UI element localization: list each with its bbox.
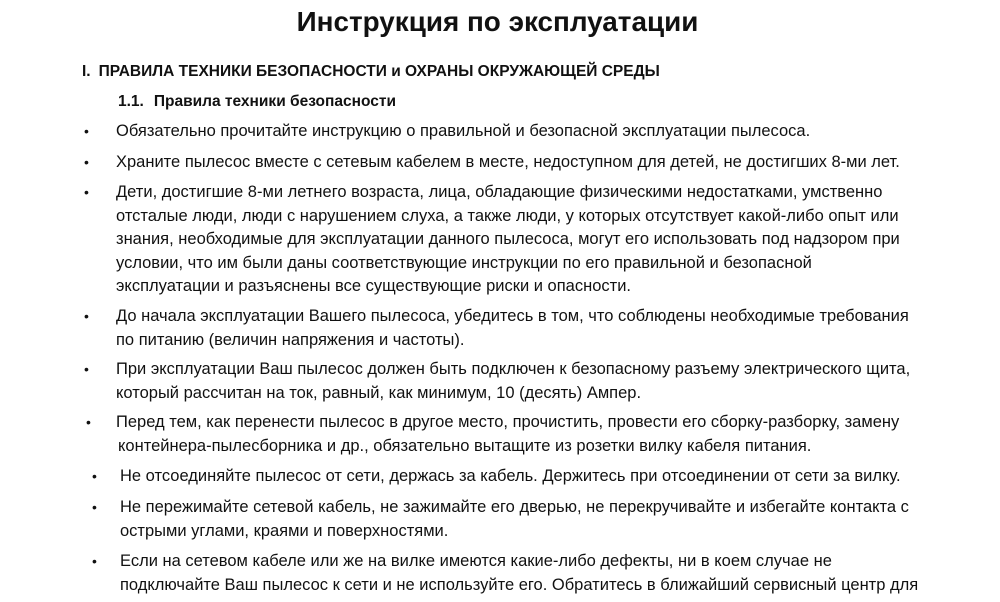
list-item-line: условии, что им были даны соответствующие инструкции по его правильной и безопасной: [116, 253, 812, 272]
list-item-line: контейнера-пылесборника и др., обязательно вытащите из розетки вилку кабеля питания.: [118, 436, 812, 455]
bullet-icon: •: [84, 308, 89, 324]
list-item-line: по питанию (величин напряжения и частоты).: [116, 330, 465, 349]
bullet-icon: •: [92, 499, 97, 515]
list-item-line: Если на сетевом кабеле или же на вилке имеются какие-либо дефекты, ни в коем случае не: [120, 552, 832, 570]
list-item-line: Не отсоединяйте пылесос от сети, держась за кабель. Держитесь при отсоединении от сети за вилку.: [120, 467, 901, 485]
list-item-line: При эксплуатации Ваш пылесос должен быть подключен к безопасному разъему электрического щита,: [116, 360, 911, 378]
list-item-text: [120, 550, 918, 597]
list-item-text: [116, 181, 900, 299]
list-item-text: [116, 411, 899, 458]
list-item-line: острыми углами, краями и поверхностями.: [120, 521, 449, 540]
list-item-text: [120, 496, 909, 543]
bullet-icon: •: [84, 184, 89, 200]
list-item-line: эксплуатации и разъяснены все существующие риски и опасности.: [116, 277, 631, 295]
list-item-text: [116, 120, 810, 144]
list-item-line: Перед тем, как перенести пылесос в другое место, прочистить, провести его сборку-разборку, замену: [116, 413, 900, 431]
bullet-icon: •: [84, 123, 89, 139]
list-item-line: знания, необходимые для эксплуатации данного пылесоса, могут его использовать под надзором при: [116, 230, 900, 248]
list-item-text: [116, 151, 900, 175]
list-item-line: Храните пылесос вместе с сетевым кабелем в месте, недоступном для детей, не достигших 8-ми лет.: [116, 153, 900, 171]
list-item-line: Не пережимайте сетевой кабель, не зажимайте его дверью, не перекручивайте и избегайте контакта с: [120, 498, 909, 516]
list-item-text: [116, 358, 910, 405]
subsection-title: Правила техники безопасности: [153, 93, 396, 110]
bullet-icon: •: [92, 468, 97, 484]
list-item-text: [116, 305, 909, 352]
subsection-heading: [118, 91, 396, 113]
document-title: Инструкция по эксплуатации: [296, 6, 699, 37]
list-item-line: подключайте Ваш пылесос к сети и не используйте его. Обратитесь в ближайший сервисный центр для: [120, 575, 919, 594]
bullet-icon: •: [84, 154, 89, 170]
bullet-icon: •: [86, 414, 91, 430]
list-item-line: отсталые люди, люди с нарушением слуха, а также люди, у которых отсутствует какой-либо опыт или: [116, 206, 899, 225]
section-title: ПРАВИЛА ТЕХНИКИ БЕЗОПАСНОСТИ и ОХРАНЫ ОКРУЖАЮЩЕЙ СРЕДЫ: [98, 63, 660, 80]
section-heading: [82, 61, 660, 83]
list-item-line: До начала эксплуатации Вашего пылесоса, убедитесь в том, что соблюдены необходимые требования: [116, 307, 909, 325]
list-item-line: Дети, достигшие 8-ми летнего возраста, лица, обладающие физическими недостатками, умственно: [116, 183, 883, 201]
list-item-line: который рассчитан на ток, равный, как минимум, 10 (десять) Ампер.: [116, 383, 642, 402]
section-number: I.: [82, 63, 91, 80]
list-item-text: [120, 465, 901, 489]
list-item-line: Обязательно прочитайте инструкцию о правильной и безопасной эксплуатации пылесоса.: [116, 122, 811, 140]
bullet-icon: •: [84, 361, 89, 377]
subsection-number: 1.1.: [118, 93, 144, 110]
bullet-icon: •: [92, 553, 97, 569]
